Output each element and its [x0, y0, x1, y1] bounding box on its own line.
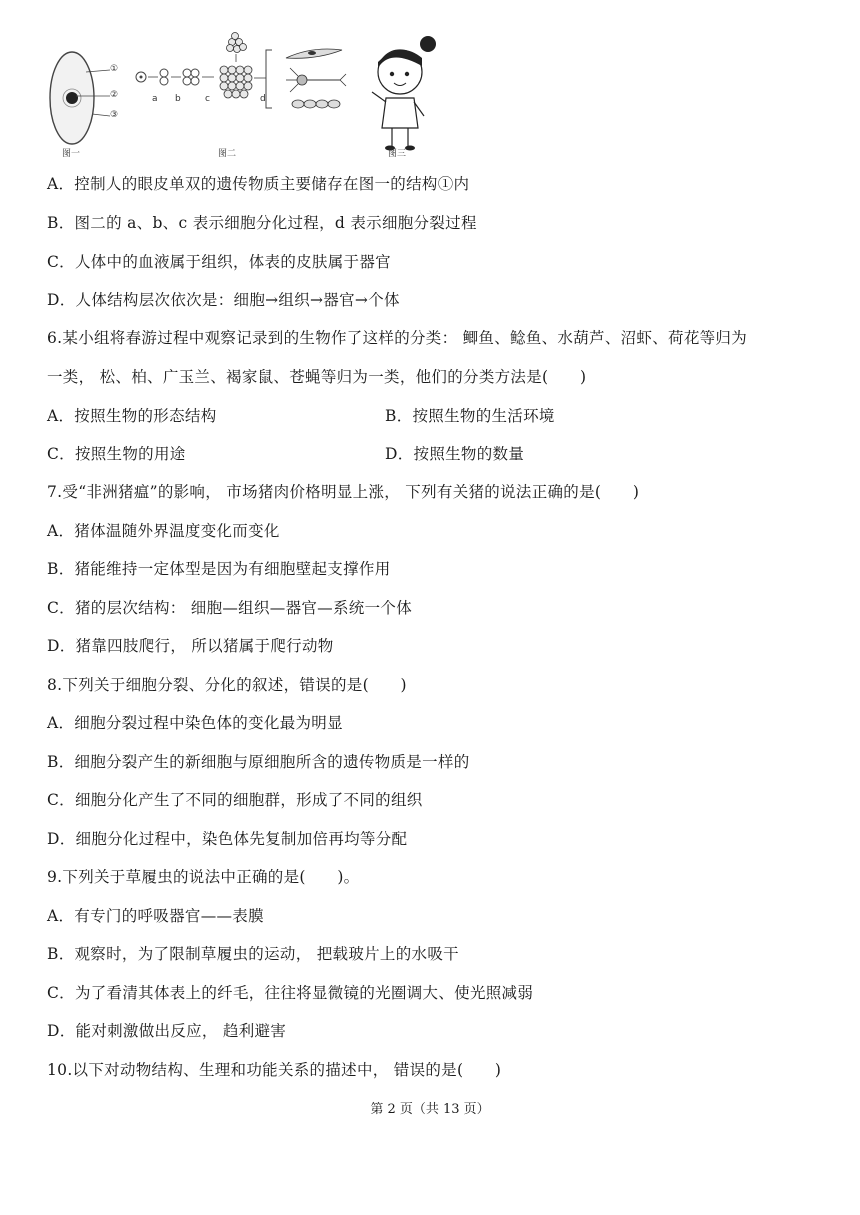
q7-option-b: B．猪能维持一定体型是因为有细胞壁起支撑作用 [47, 560, 391, 578]
fig3-caption: 图三 [388, 149, 407, 159]
q7-option-c: C．猪的层次结构： 细胞—组织—器官—系统一个体 [47, 599, 412, 617]
fig2-label-d: d [260, 94, 266, 104]
q6-stem-line2: 一类， 松、柏、广玉兰、褐家鼠、苍蝇等归为一类，他们的分类方法是( ) [47, 368, 587, 386]
q8-option-b: B．细胞分裂产生的新细胞与原细胞所含的遗传物质是一样的 [47, 753, 470, 771]
q9-option-a: A．有专门的呼吸器官——表膜 [47, 907, 264, 925]
q8-stem: 8.下列关于细胞分裂、分化的叙述，错误的是( ) [47, 676, 407, 694]
q10-stem: 10.以下对动物结构、生理和功能关系的描述中， 错误的是( ) [47, 1061, 502, 1079]
fig2-division-diagram [136, 33, 346, 109]
q6-option-a: A．按照生物的形态结构 [47, 407, 217, 425]
q6-option-c: C．按照生物的用途 [47, 445, 186, 463]
fig2-label-a: a [152, 94, 158, 104]
q8-option-c: C．细胞分化产生了不同的细胞群，形成了不同的组织 [47, 791, 423, 809]
fig1-label-2: ② [110, 90, 119, 100]
q7-option-d: D．猪靠四肢爬行， 所以猪属于爬行动物 [47, 637, 334, 655]
q9-option-b: B．观察时，为了限制草履虫的运动， 把载玻片上的水吸干 [47, 945, 459, 963]
q5-option-d: D．人体结构层次依次是：细胞→组织→器官→个体 [47, 291, 400, 309]
fig2-label-b: b [175, 94, 181, 104]
q9-option-d: D．能对刺激做出反应， 趋利避害 [47, 1022, 287, 1040]
q5-option-c: C．人体中的血液属于组织，体表的皮肤属于器官 [47, 253, 391, 271]
q7-stem: 7.受“非洲猪瘟”的影响， 市场猪肉价格明显上涨， 下列有关猪的说法正确的是( ) [47, 483, 640, 501]
q6-stem-line1: 6.某小组将春游过程中观察记录到的生物作了这样的分类： 鲫鱼、鲶鱼、水葫芦、沼虾、荷花等归为 [47, 329, 748, 347]
q7-option-a: A．猪体温随外界温度变化而变化 [47, 522, 280, 540]
fig1-label-1: ① [110, 64, 119, 74]
fig3-girl-illustration [372, 36, 436, 151]
q8-option-a: A．细胞分裂过程中染色体的变化最为明显 [47, 714, 343, 732]
q5-option-b: B．图二的 a、b、c 表示细胞分化过程，d 表示细胞分裂过程 [47, 214, 477, 232]
page-footer: 第 2 页（共 13 页） [370, 1102, 490, 1117]
fig1-caption: 图一 [62, 149, 81, 159]
fig1-label-3: ③ [110, 110, 119, 120]
fig1-cell-diagram [50, 52, 110, 144]
fig2-caption: 图二 [218, 149, 237, 159]
q6-option-d: D．按照生物的数量 [385, 445, 525, 463]
q6-option-b: B．按照生物的生活环境 [385, 407, 555, 425]
q5-option-a: A．控制人的眼皮单双的遗传物质主要储存在图一的结构①内 [47, 175, 470, 193]
fig2-label-c: c [205, 94, 210, 104]
figure-strip [40, 28, 460, 160]
q9-stem: 9.下列关于草履虫的说法中正确的是( )。 [47, 868, 360, 886]
q8-option-d: D．细胞分化过程中，染色体先复制加倍再均等分配 [47, 830, 408, 848]
q9-option-c: C．为了看清其体表上的纤毛，往往将显微镜的光圈调大、使光照减弱 [47, 984, 534, 1002]
figure-illustrations [40, 28, 460, 160]
